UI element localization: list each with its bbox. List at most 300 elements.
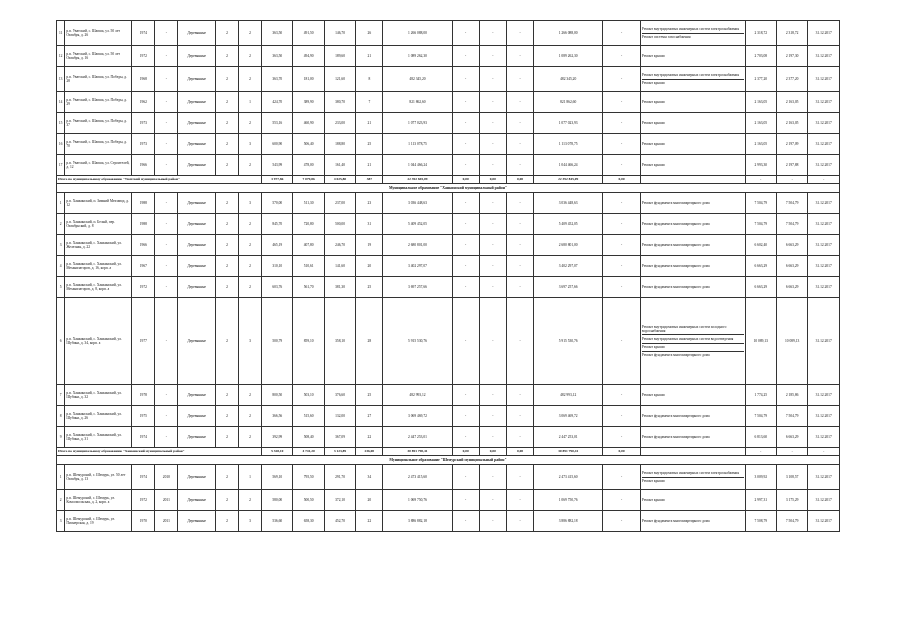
cell-c4: 5 915 530,76: [534, 298, 603, 385]
cell-material: Деревянные: [178, 214, 216, 235]
works-cell: [640, 256, 745, 277]
table-row: [57, 465, 840, 490]
cell-floors: 2: [216, 155, 239, 176]
cell-c1: -: [452, 46, 479, 67]
cell-c3: -: [506, 465, 533, 490]
works-cell: [640, 277, 745, 298]
max-cost-cell: 2 197,30: [776, 46, 807, 67]
cell-floors: 2: [216, 235, 239, 256]
row-number: 1: [57, 465, 65, 490]
cell-year2: -: [155, 21, 178, 46]
row-number: 14: [57, 92, 65, 113]
cell-material: Деревянные: [178, 298, 216, 385]
cell-floors: 2: [216, 67, 239, 92]
cell-c2: -: [479, 256, 506, 277]
cell-year: 1972: [132, 277, 155, 298]
max-cost-cell: 6 663,29: [776, 256, 807, 277]
unit-cost-cell: 3 009,92: [745, 465, 776, 490]
total-row: [57, 448, 840, 456]
address-cell: р.п. Уватский, с. Шапша, ул. 50 лет Октября, д. 16: [65, 46, 132, 67]
address-cell: р.п. Шемурский, с. Шемурь, ул. 50 лет Октября, д. 13: [65, 465, 132, 490]
works-cell: [640, 46, 745, 67]
total-c2: 0,00: [479, 448, 506, 456]
cell-c5: -: [603, 193, 641, 214]
work-type: Ремонт внутридомовых инженерных систем электроснабжения: [641, 72, 740, 77]
unit-cost-cell: 10 089,13: [745, 298, 776, 385]
cell-area-res: 121,60: [324, 67, 355, 92]
cell-floors: 2: [216, 214, 239, 235]
cell-c1: -: [452, 298, 479, 385]
cell-c4: 3 886 882,18: [534, 511, 603, 532]
total-c1: 0,00: [452, 448, 479, 456]
cell-c2: -: [479, 235, 506, 256]
cell-year: 1978: [132, 385, 155, 406]
cell-c1: -: [452, 193, 479, 214]
cell-cost-total: 2 473 415,60: [383, 465, 452, 490]
max-cost-cell: 2 197,09: [776, 134, 807, 155]
row-number: 9: [57, 427, 65, 448]
work-type: Ремонт фундамента многоквартирного дома: [641, 263, 710, 268]
cell-c2: -: [479, 385, 506, 406]
cell-year2: 2011: [155, 490, 178, 511]
cell-entrances: 1: [239, 465, 262, 490]
cell-c3: -: [506, 235, 533, 256]
cell-floors: 2: [216, 406, 239, 427]
cell-area-res: 367,09: [324, 427, 355, 448]
cell-floors: 2: [216, 92, 239, 113]
cell-material: Деревянные: [178, 113, 216, 134]
cell-area-living: 494,90: [293, 46, 324, 67]
cell-cost-total: 2 447 253,01: [383, 427, 452, 448]
table-row: [57, 67, 840, 92]
cell-residents: 7: [356, 92, 383, 113]
cell-c5: -: [603, 385, 641, 406]
cell-c4: 482 993,12: [534, 385, 603, 406]
cell-c4: 1 069 750,76: [534, 490, 603, 511]
cell-cost-total: 5 409 452,05: [383, 214, 452, 235]
max-cost-cell: 7 504,79: [776, 214, 807, 235]
row-number: 4: [57, 256, 65, 277]
cell-entrances: 2: [239, 490, 262, 511]
table-row: [57, 406, 840, 427]
cell-area-total: 543,99: [262, 155, 293, 176]
cell-area-total: 392,99: [262, 427, 293, 448]
cell-c4: 5 409 452,05: [534, 214, 603, 235]
cell-cost-total: 482 993,12: [383, 385, 452, 406]
row-number: 8: [57, 406, 65, 427]
row-number: 2: [57, 214, 65, 235]
row-number: 5: [57, 277, 65, 298]
max-cost-cell: 6 663,29: [776, 235, 807, 256]
cell-year2: -: [155, 427, 178, 448]
cell-entrances: 3: [239, 193, 262, 214]
cell-c5: -: [603, 92, 641, 113]
cell-cost-total: 1 113 078,75: [383, 134, 452, 155]
deadline-cell: 31.12.2017: [808, 46, 840, 67]
max-cost-cell: 3 175,29: [776, 490, 807, 511]
cell-c2: -: [479, 46, 506, 67]
cell-year: 1974: [132, 465, 155, 490]
cell-year2: -: [155, 92, 178, 113]
cell-area-total: 424,70: [262, 92, 293, 113]
cell-area-total: 363,50: [262, 21, 293, 46]
cell-c5: -: [603, 21, 641, 46]
deadline-cell: 31.12.2017: [808, 214, 840, 235]
cell-c1: -: [452, 406, 479, 427]
cell-year2: -: [155, 406, 178, 427]
work-type: Ремонт системы газоснабжения: [642, 33, 744, 41]
cell-residents: 23: [356, 193, 383, 214]
cell-c1: -: [452, 67, 479, 92]
address-cell: р.п. Уватский, с. Шапша, ул. Победы, д. 28: [65, 67, 132, 92]
cell-c1: -: [452, 21, 479, 46]
total-area-living: 4 741,20: [293, 448, 324, 456]
row-number: 6: [57, 298, 65, 385]
max-cost-cell: 6 663,29: [776, 277, 807, 298]
cell-floors: 2: [216, 256, 239, 277]
deadline-cell: 31.12.2017: [808, 465, 840, 490]
cell-area-total: 580,00: [262, 490, 293, 511]
cell-floors: 2: [216, 385, 239, 406]
cell-residents: 21: [356, 113, 383, 134]
cell-entrances: 2: [239, 385, 262, 406]
work-type: Ремонт крыши: [642, 343, 744, 351]
work-type: Ремонт внутридомовых инженерных систем электроснабжения: [641, 470, 740, 475]
cell-material: Деревянные: [178, 92, 216, 113]
max-cost-cell: 10 089,13: [776, 298, 807, 385]
repair-program-table: [56, 20, 840, 532]
work-type: Ремонт фундамента многоквартирного дома: [641, 518, 710, 523]
cell-c3: -: [506, 511, 533, 532]
cell-c4: 1 266 088,00: [534, 21, 603, 46]
total-t3: -: [808, 448, 840, 456]
total-t2: -: [776, 448, 807, 456]
row-number: 17: [57, 155, 65, 176]
total-area-total: 3 977,86: [262, 176, 293, 184]
total-area-total: 5 328,10: [262, 448, 293, 456]
address-cell: р.п. Ханкинский, с. Ханкинский, ул. Шубина, д. 34, корп. а: [65, 298, 132, 385]
max-cost-cell: 2 318,72: [776, 21, 807, 46]
table-row: [57, 21, 840, 46]
cell-residents: 22: [356, 511, 383, 532]
cell-area-total: 465,19: [262, 235, 293, 256]
max-cost-cell: 2 163,05: [776, 113, 807, 134]
cell-c3: -: [506, 193, 533, 214]
cell-c5: -: [603, 511, 641, 532]
row-number: 13: [57, 67, 65, 92]
cell-material: Деревянные: [178, 67, 216, 92]
cell-entrances: 3: [239, 134, 262, 155]
cell-c2: -: [479, 427, 506, 448]
cell-c1: -: [452, 214, 479, 235]
cell-c3: -: [506, 92, 533, 113]
works-cell: [640, 92, 745, 113]
cell-year2: -: [155, 277, 178, 298]
section-header-row: [57, 184, 840, 193]
table-row: [57, 155, 840, 176]
works-cell: [640, 235, 745, 256]
table-row: [57, 298, 840, 385]
cell-cost-total: 3 697 257,66: [383, 277, 452, 298]
cell-c5: -: [603, 277, 641, 298]
work-type: Ремонт крыши: [641, 392, 665, 397]
table-row: [57, 427, 840, 448]
cell-c1: -: [452, 134, 479, 155]
address-cell: р.п. Ханкинский, с. Ханкинский, ул. Шубина, д. 32: [65, 385, 132, 406]
cell-area-res: 372,10: [324, 490, 355, 511]
cell-c3: -: [506, 406, 533, 427]
cell-entrances: 3: [239, 511, 262, 532]
works-cell: [640, 155, 745, 176]
cell-area-living: 503,10: [293, 385, 324, 406]
deadline-cell: 31.12.2017: [808, 134, 840, 155]
cell-area-living: 511,30: [293, 193, 324, 214]
cell-c5: -: [603, 134, 641, 155]
cell-entrances: 2: [239, 427, 262, 448]
total-cost-total: 30 891 790,41: [383, 448, 452, 456]
cell-year: 1967: [132, 256, 155, 277]
row-number: 3: [57, 235, 65, 256]
unit-cost-cell: 2 163,05: [745, 92, 776, 113]
cell-area-total: 363,70: [262, 67, 293, 92]
unit-cost-cell: 6 602,40: [745, 235, 776, 256]
total-c1: 0,00: [452, 176, 479, 184]
deadline-cell: 31.12.2017: [808, 155, 840, 176]
cell-cost-total: 3 402 297,07: [383, 256, 452, 277]
cell-floors: 2: [216, 511, 239, 532]
cell-c5: -: [603, 465, 641, 490]
cell-floors: 2: [216, 465, 239, 490]
max-cost-cell: 7 504,79: [776, 511, 807, 532]
unit-cost-cell: 2 318,72: [745, 21, 776, 46]
cell-residents: 19: [356, 235, 383, 256]
unit-cost-cell: 7 504,79: [745, 406, 776, 427]
total-c3: 0,00: [506, 448, 533, 456]
cell-material: Деревянные: [178, 277, 216, 298]
table-row: [57, 134, 840, 155]
cell-entrances: 2: [239, 113, 262, 134]
cell-c4: 3 036 448,63: [534, 193, 603, 214]
cell-c2: -: [479, 21, 506, 46]
cell-entrances: 2: [239, 46, 262, 67]
cell-c5: -: [603, 46, 641, 67]
work-type: Ремонт внутридомовых инженерных систем водоотведения: [642, 334, 744, 342]
deadline-cell: 31.12.2017: [808, 67, 840, 92]
cell-year: 1968: [132, 67, 155, 92]
cell-cost-total: 2 680 801,00: [383, 235, 452, 256]
cell-residents: 25: [356, 385, 383, 406]
address-cell: р.п. Ханкинский, с. Ханкинский, ул. Шубина, д. 26: [65, 406, 132, 427]
cell-c5: -: [603, 406, 641, 427]
cell-area-res: 381,30: [324, 277, 355, 298]
cell-residents: 27: [356, 406, 383, 427]
cell-c5: -: [603, 214, 641, 235]
address-cell: р.п. Ханкинский, с. Ханкинский, ул. Механизаторов, д. 16, корп. а: [65, 256, 132, 277]
cell-area-total: 366,56: [262, 406, 293, 427]
row-number: 2: [57, 490, 65, 511]
cell-year2: -: [155, 193, 178, 214]
cell-year: 1988: [132, 193, 155, 214]
total-residents: 387: [356, 176, 383, 184]
cell-c3: -: [506, 21, 533, 46]
row-number: 11: [57, 21, 65, 46]
row-number: 16: [57, 134, 65, 155]
table-row: [57, 214, 840, 235]
cell-c4: 3 402 297,07: [534, 256, 603, 277]
cell-c1: -: [452, 256, 479, 277]
cell-residents: 25: [356, 277, 383, 298]
cell-c1: -: [452, 277, 479, 298]
cell-year2: -: [155, 67, 178, 92]
unit-cost-cell: 6 663,29: [745, 277, 776, 298]
cell-c3: -: [506, 113, 533, 134]
work-type: Ремонт фундамента многоквартирного дома: [641, 413, 710, 418]
cell-material: Деревянные: [178, 134, 216, 155]
total-t3: -: [808, 176, 840, 184]
cell-cost-total: 821 862,60: [383, 92, 452, 113]
cell-cost-total: 5 915 530,76: [383, 298, 452, 385]
unit-cost-cell: 2 703,08: [745, 46, 776, 67]
deadline-cell: 31.12.2017: [808, 385, 840, 406]
cell-area-living: 407,80: [293, 235, 324, 256]
cell-area-res: 246,70: [324, 235, 355, 256]
total-works-empty: [640, 448, 745, 456]
cell-c2: -: [479, 298, 506, 385]
unit-cost-cell: 6 663,29: [745, 256, 776, 277]
cell-c3: -: [506, 256, 533, 277]
cell-entrances: 1: [239, 92, 262, 113]
max-cost-cell: 2 185,86: [776, 385, 807, 406]
table-row: [57, 235, 840, 256]
cell-material: Деревянные: [178, 21, 216, 46]
unit-cost-cell: 2 993,30: [745, 155, 776, 176]
address-cell: р.п. Уватский, с. Шапша, ул. 50 лет Октября, д. 26: [65, 21, 132, 46]
work-type: Ремонт крыши: [641, 120, 665, 125]
cell-cost-total: 1 266 088,00: [383, 21, 452, 46]
cell-material: Деревянные: [178, 46, 216, 67]
work-type: Ремонт внутридомовых инженерных систем электроснабжения: [641, 26, 740, 31]
cell-year: 1973: [132, 113, 155, 134]
unit-cost-cell: 2 377,20: [745, 67, 776, 92]
address-cell: р.п. Ханкинский, п. Зимний Мехзавод, д. 12: [65, 193, 132, 214]
cell-area-total: 569,10: [262, 465, 293, 490]
cell-residents: 21: [356, 155, 383, 176]
cell-floors: 2: [216, 298, 239, 385]
unit-cost-cell: 6 813,60: [745, 427, 776, 448]
unit-cost-cell: 2 163,05: [745, 134, 776, 155]
total-c4: 22 392 845,09: [534, 176, 603, 184]
table-row: [57, 511, 840, 532]
total-row: [57, 176, 840, 184]
cell-area-total: 845,70: [262, 214, 293, 235]
cell-year: 1988: [132, 214, 155, 235]
unit-cost-cell: 2 997,31: [745, 490, 776, 511]
cell-floors: 2: [216, 134, 239, 155]
cell-area-living: 478,00: [293, 155, 324, 176]
row-number: 15: [57, 113, 65, 134]
cell-year2: -: [155, 235, 178, 256]
section-title: Муниципальное образование "Шемурский муниципальный район": [57, 456, 840, 465]
cell-area-total: 310,10: [262, 256, 293, 277]
works-cell: [640, 134, 745, 155]
cell-entrances: 2: [239, 214, 262, 235]
cell-c5: -: [603, 155, 641, 176]
cell-year2: -: [155, 385, 178, 406]
works-cell: [640, 427, 745, 448]
unit-cost-cell: 2 163,05: [745, 113, 776, 134]
table-row: [57, 46, 840, 67]
cell-area-living: 515,60: [293, 406, 324, 427]
cell-c2: -: [479, 193, 506, 214]
address-cell: р.п. Уватский, с. Шапша, ул. Победы, д. 29: [65, 92, 132, 113]
works-cell: [640, 214, 745, 235]
works-cell: [640, 465, 745, 490]
cell-area-total: 800,50: [262, 385, 293, 406]
total-c5: 0,00: [603, 448, 641, 456]
cell-c5: -: [603, 490, 641, 511]
cell-area-total: 553,16: [262, 113, 293, 134]
cell-area-res: 189,60: [324, 46, 355, 67]
work-type: Ремонт фундамента многоквартирного дома: [641, 284, 710, 289]
row-number: 7: [57, 385, 65, 406]
unit-cost-cell: 7 504,79: [745, 193, 776, 214]
cell-area-living: 500,50: [293, 490, 324, 511]
works-cell: [640, 21, 745, 46]
total-label: Итого по муниципальному образованию "Уватский муниципальный район": [57, 176, 262, 184]
cell-year: 1975: [132, 406, 155, 427]
max-cost-cell: 2 377,20: [776, 67, 807, 92]
section-title: Муниципальное образование "Ханкинский муниципальный район": [57, 184, 840, 193]
cell-floors: 2: [216, 277, 239, 298]
cell-c3: -: [506, 385, 533, 406]
total-t1: -: [745, 448, 776, 456]
address-cell: р.п. Ханкинский, с. Ханкинский, ул. Железная, д. 22: [65, 235, 132, 256]
cell-area-res: 291,70: [324, 465, 355, 490]
table-row: [57, 256, 840, 277]
works-cell: [640, 298, 745, 385]
cell-c2: -: [479, 277, 506, 298]
cell-c5: -: [603, 113, 641, 134]
cell-material: Деревянные: [178, 235, 216, 256]
cell-area-living: 491,50: [293, 21, 324, 46]
cell-area-living: 181,00: [293, 67, 324, 92]
total-residents: 236,00: [356, 448, 383, 456]
cell-c5: -: [603, 235, 641, 256]
cell-year: 1974: [132, 427, 155, 448]
unit-cost-cell: 1 774,25: [745, 385, 776, 406]
works-cell: [640, 193, 745, 214]
cell-area-res: 376,60: [324, 385, 355, 406]
work-type: Ремонт крыши: [641, 141, 665, 146]
cell-area-res: 380,70: [324, 92, 355, 113]
works-cell: [640, 67, 745, 92]
cell-material: Деревянные: [178, 256, 216, 277]
cell-area-living: 460,90: [293, 113, 324, 134]
cell-area-res: 141,60: [324, 256, 355, 277]
cell-residents: 25: [356, 134, 383, 155]
deadline-cell: 31.12.2017: [808, 277, 840, 298]
cell-residents: 21: [356, 46, 383, 67]
cell-area-total: 363,50: [262, 46, 293, 67]
cell-entrances: 3: [239, 298, 262, 385]
cell-cost-total: 1 044 466,24: [383, 155, 452, 176]
total-area-res: 3 123,89: [324, 448, 355, 456]
cell-area-total: 603,76: [262, 277, 293, 298]
cell-year2: -: [155, 298, 178, 385]
cell-area-res: 132,00: [324, 406, 355, 427]
max-cost-cell: 2 197,88: [776, 155, 807, 176]
work-type: Ремонт фундамента многоквартирного дома: [641, 434, 710, 439]
